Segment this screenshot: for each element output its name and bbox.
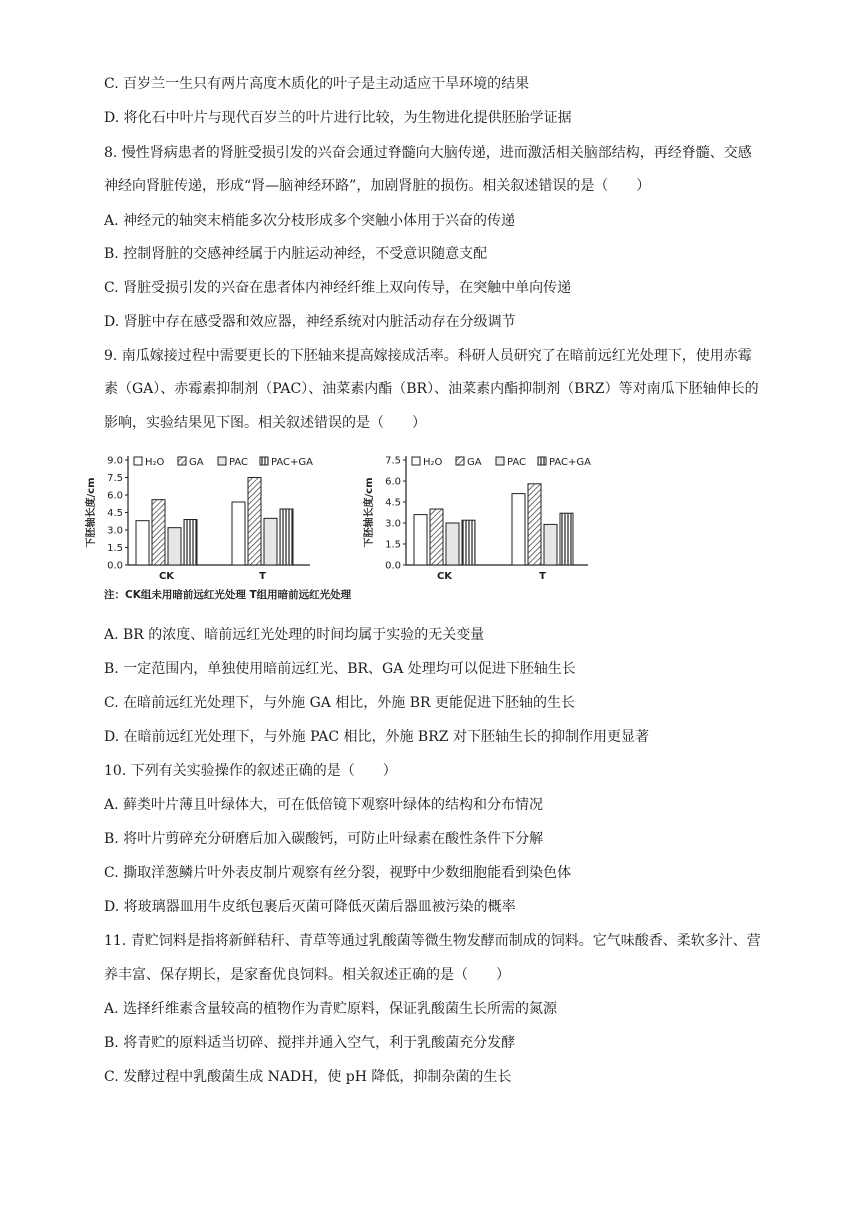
- bar: [184, 520, 197, 566]
- bar: [462, 520, 475, 565]
- legend-label: H₂O: [423, 457, 443, 468]
- text-line: D. 将化石中叶片与现代百岁兰的叶片进行比较，为生物进化提供胚胎学证据: [104, 110, 572, 126]
- bar: [430, 509, 443, 565]
- y-tick-label: 6.0: [385, 476, 401, 488]
- y-tick-label: 6.0: [107, 490, 123, 502]
- text-line: C. 撕取洋葱鳞片叶外表皮制片观察有丝分裂，视野中少数细胞能看到染色体: [104, 865, 572, 881]
- y-tick-label: 3.0: [107, 525, 123, 537]
- bar: [168, 528, 181, 565]
- text-line: C. 在暗前远红光处理下，与外施 GA 相比，外施 BR 更能促进下胚轴的生长: [104, 695, 576, 711]
- y-tick-label: 3.0: [385, 518, 401, 530]
- legend-swatch: [134, 457, 142, 465]
- text-line: 9. 南瓜嫁接过程中需要更长的下胚轴来提高嫁接成活率。科研人员研究了在暗前远红光处理下，使用赤霉: [104, 348, 752, 364]
- y-tick-label: 7.5: [385, 455, 401, 467]
- text-line: C. 百岁兰一生只有两片高度木质化的叶子是主动适应干旱环境的结果: [104, 76, 530, 92]
- y-axis-label: 下胚轴长度/cm: [86, 477, 97, 548]
- text-line: C. 肾脏受损引发的兴奋在患者体内神经纤维上双向传导，在突触中单向传递: [104, 280, 572, 296]
- legend-label: GA: [189, 457, 204, 468]
- legend-label: PAC: [229, 457, 249, 468]
- bar: [446, 523, 459, 565]
- bar: [544, 524, 557, 565]
- bar: [152, 500, 165, 565]
- text-line: A. BR 的浓度、暗前远红光处理的时间均属于实验的无关变量: [104, 627, 485, 643]
- y-axis-label: 下胚轴长度/cm: [364, 477, 375, 548]
- text-line: 10. 下列有关实验操作的叙述正确的是（ ）: [104, 763, 397, 779]
- legend-swatch: [412, 457, 420, 465]
- x-category-label: CK: [158, 571, 175, 582]
- text-line: 素（GA）、赤霉素抑制剂（PAC）、油菜素内酯（BR）、油菜素内酯抑制剂（BRZ）等对南瓜下胚轴伸长的: [104, 381, 759, 397]
- x-category-label: T: [259, 571, 266, 582]
- text-line: B. 控制肾脏的交感神经属于内脏运动神经，不受意识随意支配: [104, 246, 488, 262]
- bar-chart-2: [362, 456, 591, 583]
- bar: [560, 513, 573, 565]
- text-line: 8. 慢性肾病患者的肾脏受损引发的兴奋会通过脊髓向大脑传递，进而激活相关脑部结构，再经脊髓、交感: [104, 145, 752, 161]
- bar: [232, 502, 245, 565]
- y-tick-label: 0.0: [385, 560, 401, 572]
- bar: [414, 515, 427, 565]
- bar-chart-1: [84, 456, 313, 583]
- text-line: D. 肾脏中存在感受器和效应器，神经系统对内脏活动存在分级调节: [104, 314, 516, 330]
- y-tick-label: 1.5: [107, 543, 123, 554]
- text-line: A. 藓类叶片薄且叶绿体大，可在低倍镜下观察叶绿体的结构和分布情况: [104, 797, 544, 813]
- legend-label: PAC: [507, 457, 527, 468]
- y-tick-label: 4.5: [107, 508, 123, 519]
- text-line: D. 将玻璃器皿用牛皮纸包裹后灭菌可降低灭菌后器皿被污染的概率: [104, 899, 516, 915]
- text-line: B. 将青贮的原料适当切碎、搅拌并通入空气，利于乳酸菌充分发酵: [104, 1035, 516, 1051]
- bar: [280, 509, 293, 565]
- legend-swatch: [456, 457, 464, 465]
- y-tick-label: 1.5: [385, 539, 401, 551]
- y-tick-label: 7.5: [107, 473, 123, 484]
- legend-swatch: [178, 457, 186, 465]
- legend-swatch: [260, 457, 268, 465]
- legend-swatch: [496, 457, 504, 465]
- text-line: 11. 青贮饲料是指将新鲜秸秆、青草等通过乳酸菌等微生物发酵而制成的饲料。它气味酸香、柔软多汁、营: [104, 933, 761, 949]
- text-line: A. 神经元的轴突末梢能多次分枝形成多个突触小体用于兴奋的传递: [104, 213, 516, 229]
- text-line: C. 发酵过程中乳酸菌生成 NADH，使 pH 降低，抑制杂菌的生长: [104, 1069, 512, 1085]
- x-category-label: CK: [436, 571, 453, 582]
- bar: [512, 494, 525, 565]
- text-line: A. 选择纤维素含量较高的植物作为青贮原料，保证乳酸菌生长所需的氮源: [104, 1001, 558, 1017]
- y-tick-label: 0.0: [107, 560, 123, 572]
- bar: [528, 484, 541, 565]
- legend-label: PAC+GA: [271, 457, 314, 468]
- bar: [248, 478, 261, 566]
- legend-swatch: [538, 457, 546, 465]
- x-category-label: T: [539, 571, 546, 582]
- legend-label: H₂O: [145, 457, 165, 468]
- legend-label: PAC+GA: [549, 457, 592, 468]
- text-line: D. 在暗前远红光处理下，与外施 PAC 相比，外施 BRZ 对下胚轴生长的抑制作用更显著: [104, 729, 649, 745]
- y-tick-label: 4.5: [385, 497, 401, 509]
- text-line: 养丰富、保存期长，是家畜优良饲料。相关叙述正确的是（ ）: [104, 967, 510, 983]
- text-line: B. 一定范围内，单独使用暗前远红光、BR、GA 处理均可以促进下胚轴生长: [104, 661, 576, 677]
- text-line: 神经向肾脏传递，形成“肾—脑神经环路”，加剧肾脏的损伤。相关叙述错误的是（ ）: [104, 178, 651, 194]
- bar: [136, 521, 149, 565]
- text-line: B. 将叶片剪碎充分研磨后加入碳酸钙，可防止叶绿素在酸性条件下分解: [104, 831, 544, 847]
- y-tick-label: 9.0: [107, 455, 123, 467]
- text-line: 影响，实验结果见下图。相关叙述错误的是（ ）: [104, 415, 426, 431]
- bar: [264, 518, 277, 565]
- legend-label: GA: [467, 457, 482, 468]
- figure-note: 注：CK组未用暗前远红光处理 T组用暗前远红光处理: [104, 589, 352, 601]
- legend-swatch: [218, 457, 226, 465]
